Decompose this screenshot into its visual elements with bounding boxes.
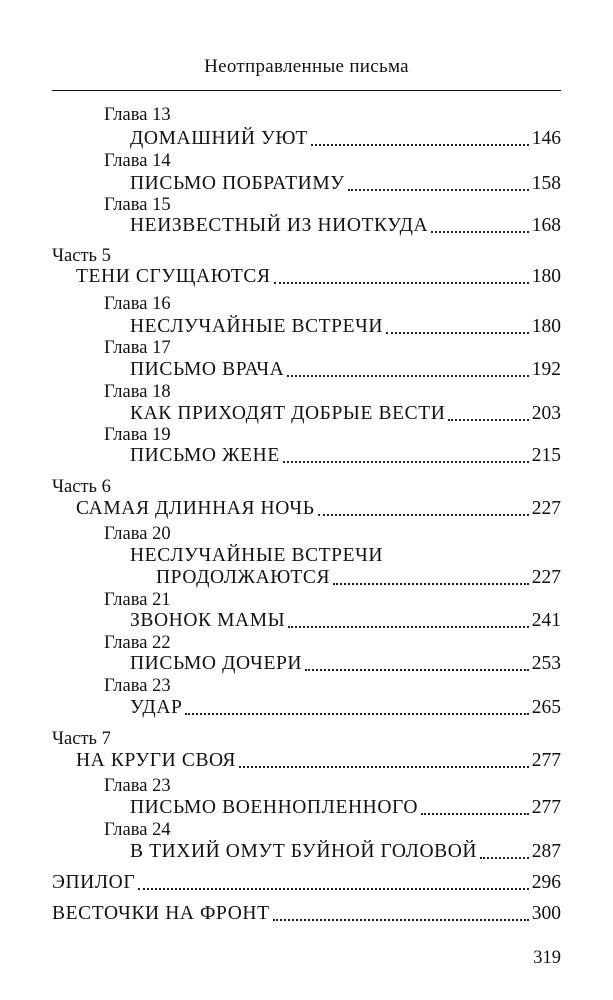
entry-title: КАК ПРИХОДЯТ ДОБРЫЕ ВЕСТИ (130, 403, 446, 424)
chapter-label: Глава 24 (104, 820, 171, 840)
page-ref: 227 (531, 567, 561, 588)
page-ref: 192 (531, 359, 561, 380)
page-ref: 277 (531, 797, 561, 818)
toc-entry[interactable] (130, 841, 561, 863)
toc-entry[interactable] (52, 872, 561, 894)
dot-leader (318, 513, 529, 516)
chapter-label: Глава 20 (104, 524, 171, 544)
dot-leader (288, 625, 528, 628)
entry-title: ПИСЬМО ДОЧЕРИ (130, 653, 303, 674)
page-ref: 203 (531, 403, 561, 424)
dot-leader (273, 918, 529, 921)
dot-leader (421, 812, 529, 815)
entry-title: ПИСЬМО ЖЕНЕ (130, 445, 280, 466)
part-label: Часть 6 (52, 477, 111, 497)
dot-leader (287, 374, 528, 377)
chapter-label: Глава 16 (104, 294, 171, 314)
chapter-label: Глава 17 (104, 338, 171, 358)
dot-leader (283, 460, 529, 463)
dot-leader (305, 668, 529, 671)
dot-leader (185, 712, 528, 715)
dot-leader (138, 887, 529, 890)
page-ref: 227 (531, 498, 561, 519)
page-ref: 300 (531, 903, 561, 924)
dot-leader (311, 143, 529, 146)
page-ref: 241 (531, 610, 561, 631)
toc-entry[interactable] (130, 445, 561, 467)
entry-title-line2: ПРОДОЛЖАЮТСЯ (156, 567, 331, 588)
entry-title: УДАР (130, 697, 183, 718)
toc-entry[interactable] (130, 610, 561, 632)
toc-entry[interactable] (130, 403, 561, 425)
page-ref: 296 (531, 872, 561, 893)
entry-title: ЗВОНОК МАМЫ (130, 610, 286, 631)
entry-title: ЭПИЛОГ (52, 872, 136, 893)
page-ref: 158 (531, 173, 561, 194)
toc-entry[interactable] (130, 215, 561, 237)
entry-title: ТЕНИ СГУЩАЮТСЯ (76, 266, 271, 287)
page-ref: 215 (531, 445, 561, 466)
dot-leader (386, 331, 529, 334)
chapter-label: Глава 14 (104, 151, 171, 171)
dot-leader (333, 582, 529, 585)
part-label: Часть 5 (52, 246, 111, 266)
entry-title: ДОМАШНИЙ УЮТ (130, 128, 309, 149)
page-ref: 287 (531, 841, 561, 862)
toc-entry[interactable] (130, 128, 561, 150)
entry-title: ПИСЬМО ВОЕННОПЛЕННОГО (130, 797, 419, 818)
entry-title-line1: НЕСЛУЧАЙНЫЕ ВСТРЕЧИ (130, 545, 384, 566)
page-ref: 180 (531, 266, 561, 287)
running-header: Неотправленные письма (204, 56, 409, 77)
entry-title: САМАЯ ДЛИННАЯ НОЧЬ (76, 498, 315, 519)
dot-leader (431, 230, 529, 233)
page-number: 319 (533, 948, 561, 968)
page-ref: 277 (531, 750, 561, 771)
toc-entry[interactable] (76, 266, 561, 288)
page-ref: 168 (531, 215, 561, 236)
chapter-label: Глава 22 (104, 633, 171, 653)
page-ref: 146 (531, 128, 561, 149)
toc-entry[interactable] (130, 697, 561, 719)
entry-title: НЕСЛУЧАЙНЫЕ ВСТРЕЧИ (130, 316, 384, 337)
page-ref: 253 (531, 653, 561, 674)
dot-leader (239, 765, 529, 768)
toc-entry[interactable] (130, 653, 561, 675)
toc-entry[interactable] (130, 316, 561, 338)
toc-entry[interactable] (130, 797, 561, 819)
page-ref: 180 (531, 316, 561, 337)
page-ref: 265 (531, 697, 561, 718)
chapter-label: Глава 15 (104, 195, 171, 215)
entry-title: НЕИЗВЕСТНЫЙ ИЗ НИОТКУДА (130, 215, 429, 236)
toc-entry[interactable] (76, 750, 561, 772)
chapter-label: Глава 19 (104, 425, 171, 445)
entry-title: В ТИХИЙ ОМУТ БУЙНОЙ ГОЛОВОЙ (130, 841, 478, 862)
dot-leader (448, 418, 528, 421)
entry-title: НА КРУГИ СВОЯ (76, 750, 236, 771)
toc-entry[interactable] (156, 567, 561, 589)
dot-leader (274, 281, 529, 284)
toc-entry[interactable] (130, 173, 561, 195)
dot-leader (480, 856, 529, 859)
chapter-label: Глава 23 (104, 676, 171, 696)
entry-title: ВЕСТОЧКИ НА ФРОНТ (52, 903, 270, 924)
toc-entry[interactable] (52, 903, 561, 925)
chapter-label: Глава 18 (104, 382, 171, 402)
chapter-label: Глава 23 (104, 776, 171, 796)
toc-entry[interactable] (76, 498, 561, 520)
chapter-label: Глава 21 (104, 590, 171, 610)
entry-title: ПИСЬМО ВРАЧА (130, 359, 285, 380)
toc-entry[interactable] (130, 359, 561, 381)
entry-title: ПИСЬМО ПОБРАТИМУ (130, 173, 345, 194)
chapter-label: Глава 13 (104, 105, 171, 125)
dot-leader (348, 188, 529, 191)
part-label: Часть 7 (52, 729, 111, 749)
